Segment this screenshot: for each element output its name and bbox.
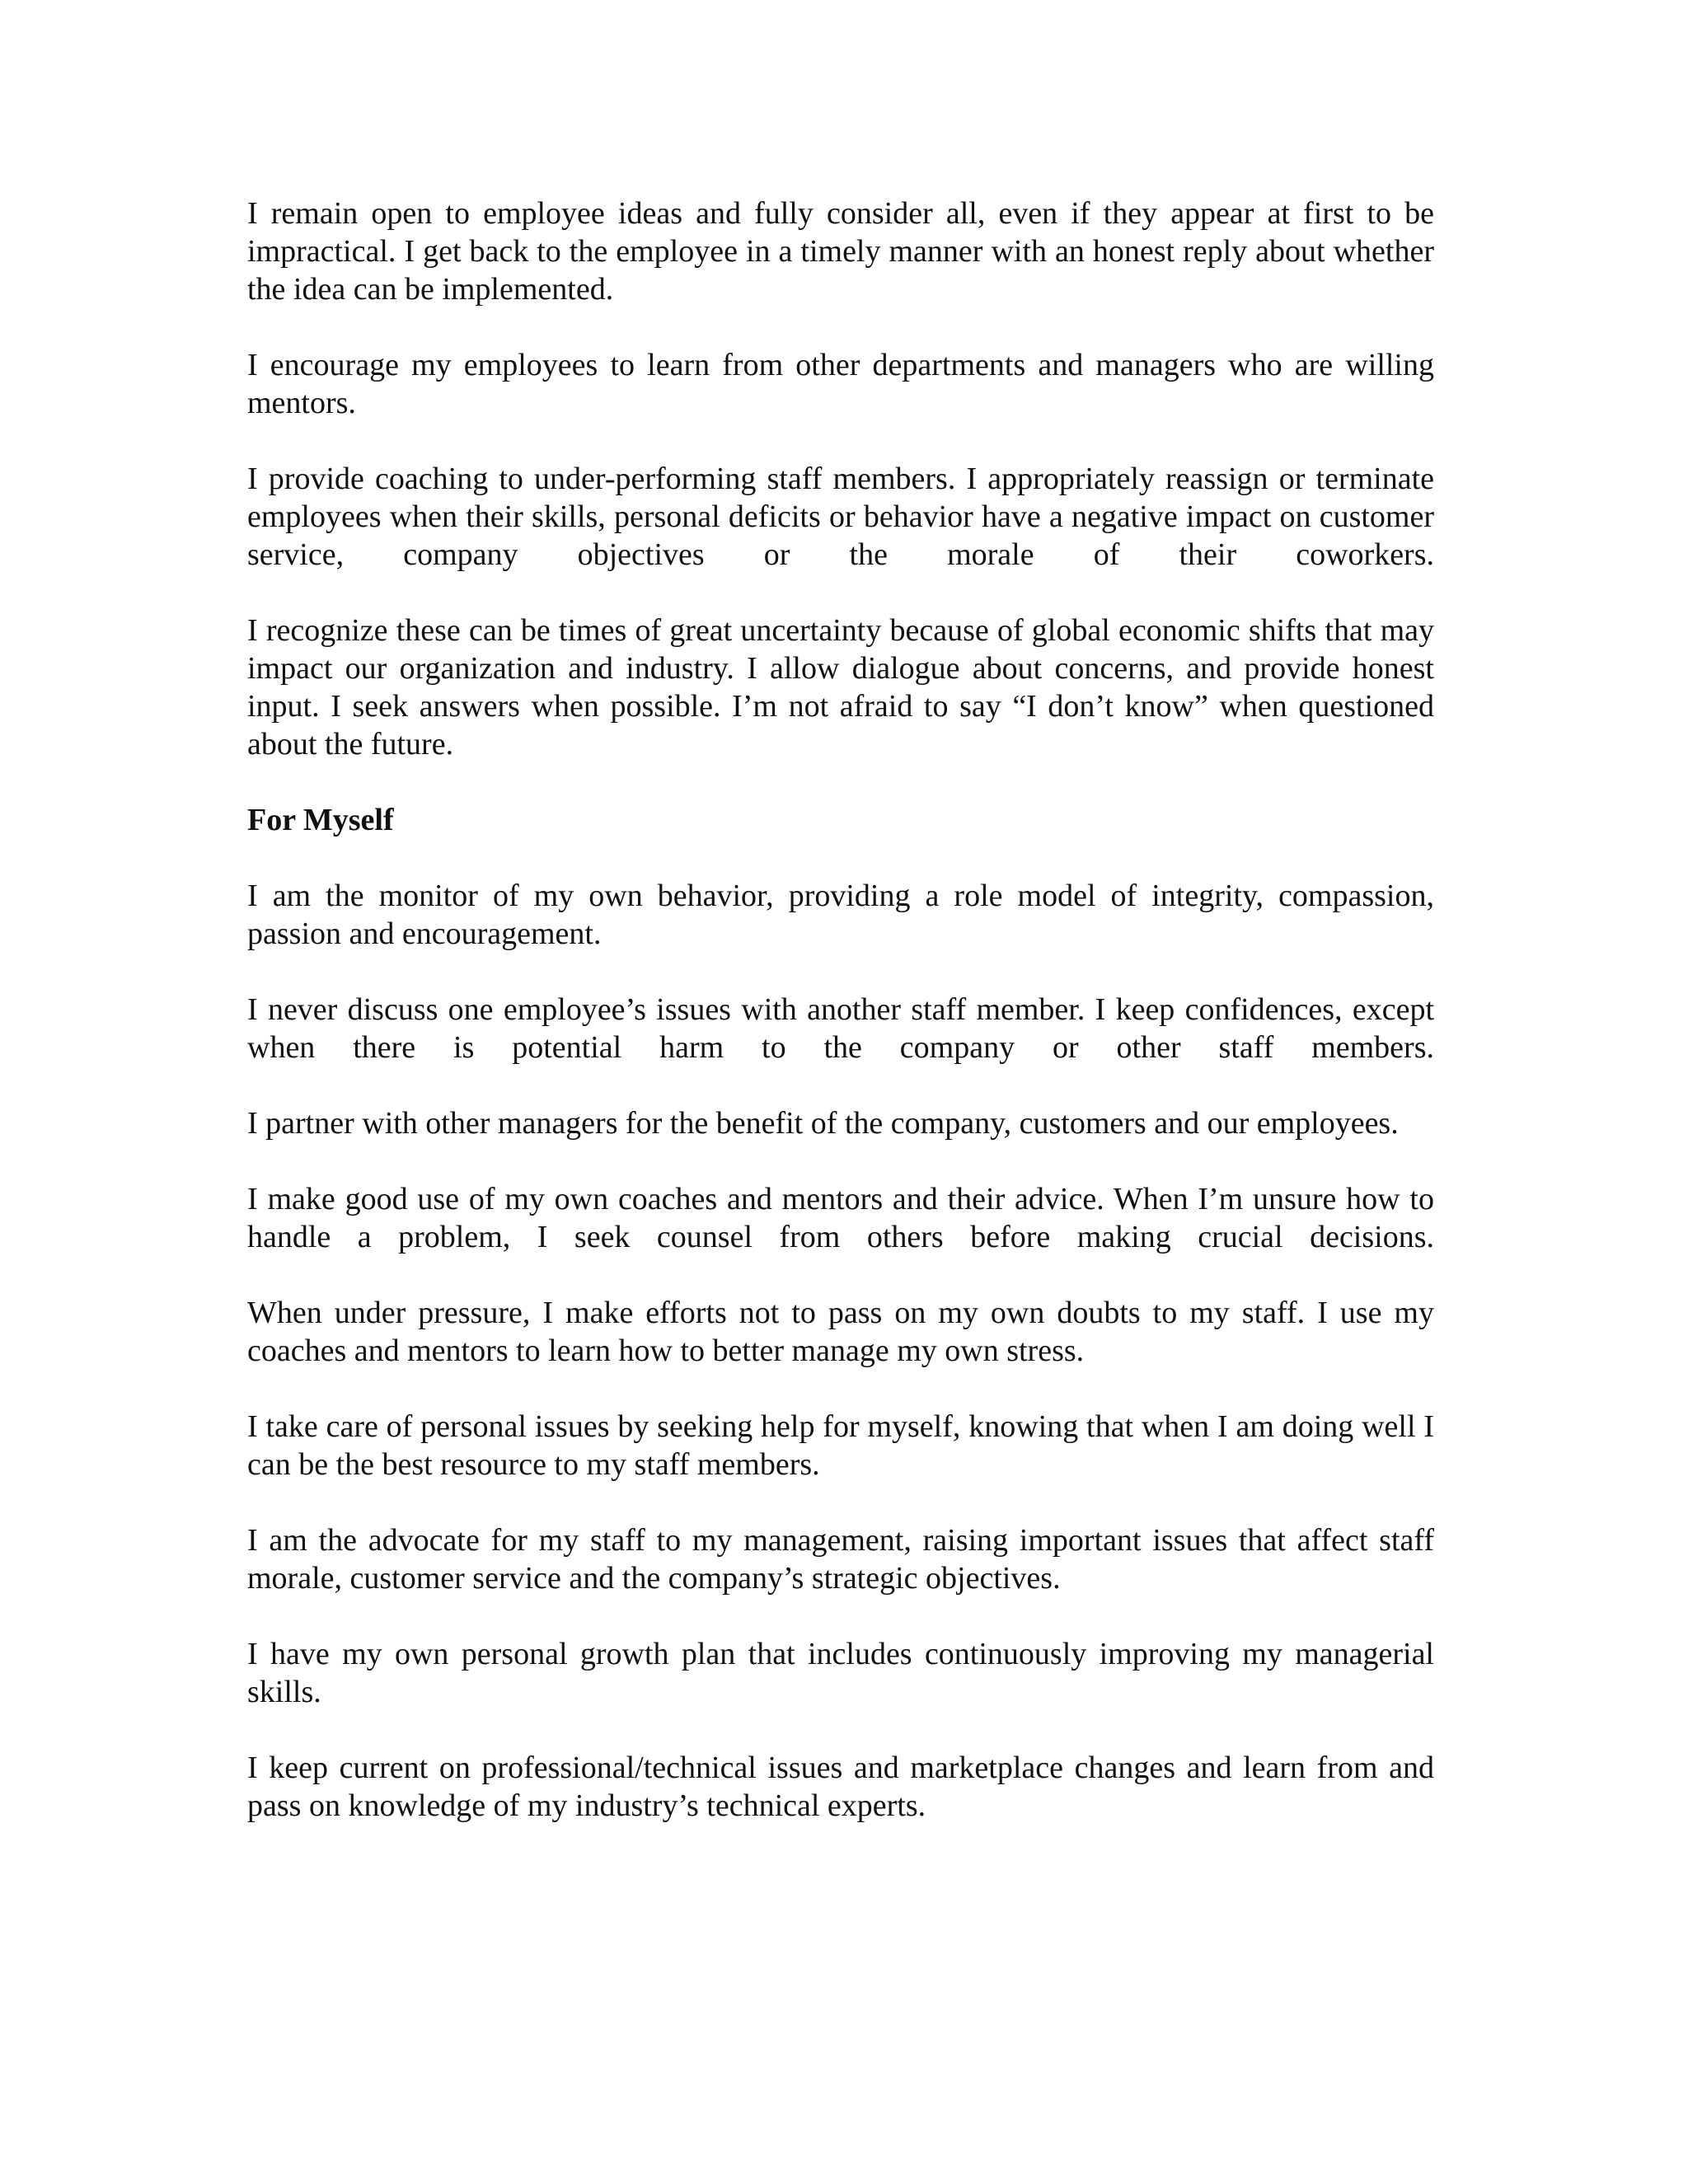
paragraph-uncertainty: I recognize these can be times of great uncertainty because of global economic shifts that may impact our organization and industry. I allow dialogue about concerns, and provide honest input. I seek answers when possible. I’m not afraid to say “I don’t know” when questioned about the future. <box>247 613 1434 762</box>
paragraph-keep-current: I keep current on professional/technical issues and marketplace changes and learn from and pass on knowledge of my industry’s technical experts. <box>247 1750 1434 1823</box>
paragraph-confidences: I never discuss one employee’s issues with another staff member. I keep confidences, except when there is potential harm to the company or other staff members. <box>247 992 1434 1065</box>
paragraph-coaches-mentors: I make good use of my own coaches and mentors and their advice. When I’m unsure how to handle a problem, I seek counsel from others before making crucial decisions. <box>247 1182 1434 1254</box>
paragraph-coaching: I provide coaching to under-performing staff members. I appropriately reassign or terminate employees when their skills, personal deficits or behavior have a negative impact on customer service, company objectives or the morale of their coworkers. <box>247 462 1434 572</box>
paragraph-growth-plan: I have my own personal growth plan that includes continuously improving my managerial skills. <box>247 1637 1434 1709</box>
paragraph-partner-managers: I partner with other managers for the benefit of the company, customers and our employees. <box>247 1106 1399 1141</box>
paragraph-monitor-behavior: I am the monitor of my own behavior, providing a role model of integrity, compassion, passion and encouragement. <box>247 879 1434 951</box>
paragraph-advocate: I am the advocate for my staff to my management, raising important issues that affect staff morale, customer service and the company’s strategic objectives. <box>247 1523 1434 1596</box>
paragraph-learn-from-departments: I encourage my employees to learn from other departments and managers who are willing mentors. <box>247 348 1434 420</box>
document-body <box>247 194 1434 1863</box>
section-heading-for-myself: For Myself <box>247 803 394 837</box>
paragraph-under-pressure: When under pressure, I make efforts not to pass on my own doubts to my staff. I use my coaches and mentors to learn how to better manage my own stress. <box>247 1296 1434 1368</box>
paragraph-employee-ideas: I remain open to employee ideas and fully consider all, even if they appear at first to be impractical. I get back to the employee in a timely manner with an honest reply about whether the idea can be implemented. <box>247 196 1434 307</box>
paragraph-personal-issues: I take care of personal issues by seeking help for myself, knowing that when I am doing well I can be the best resource to my staff members. <box>247 1409 1434 1482</box>
